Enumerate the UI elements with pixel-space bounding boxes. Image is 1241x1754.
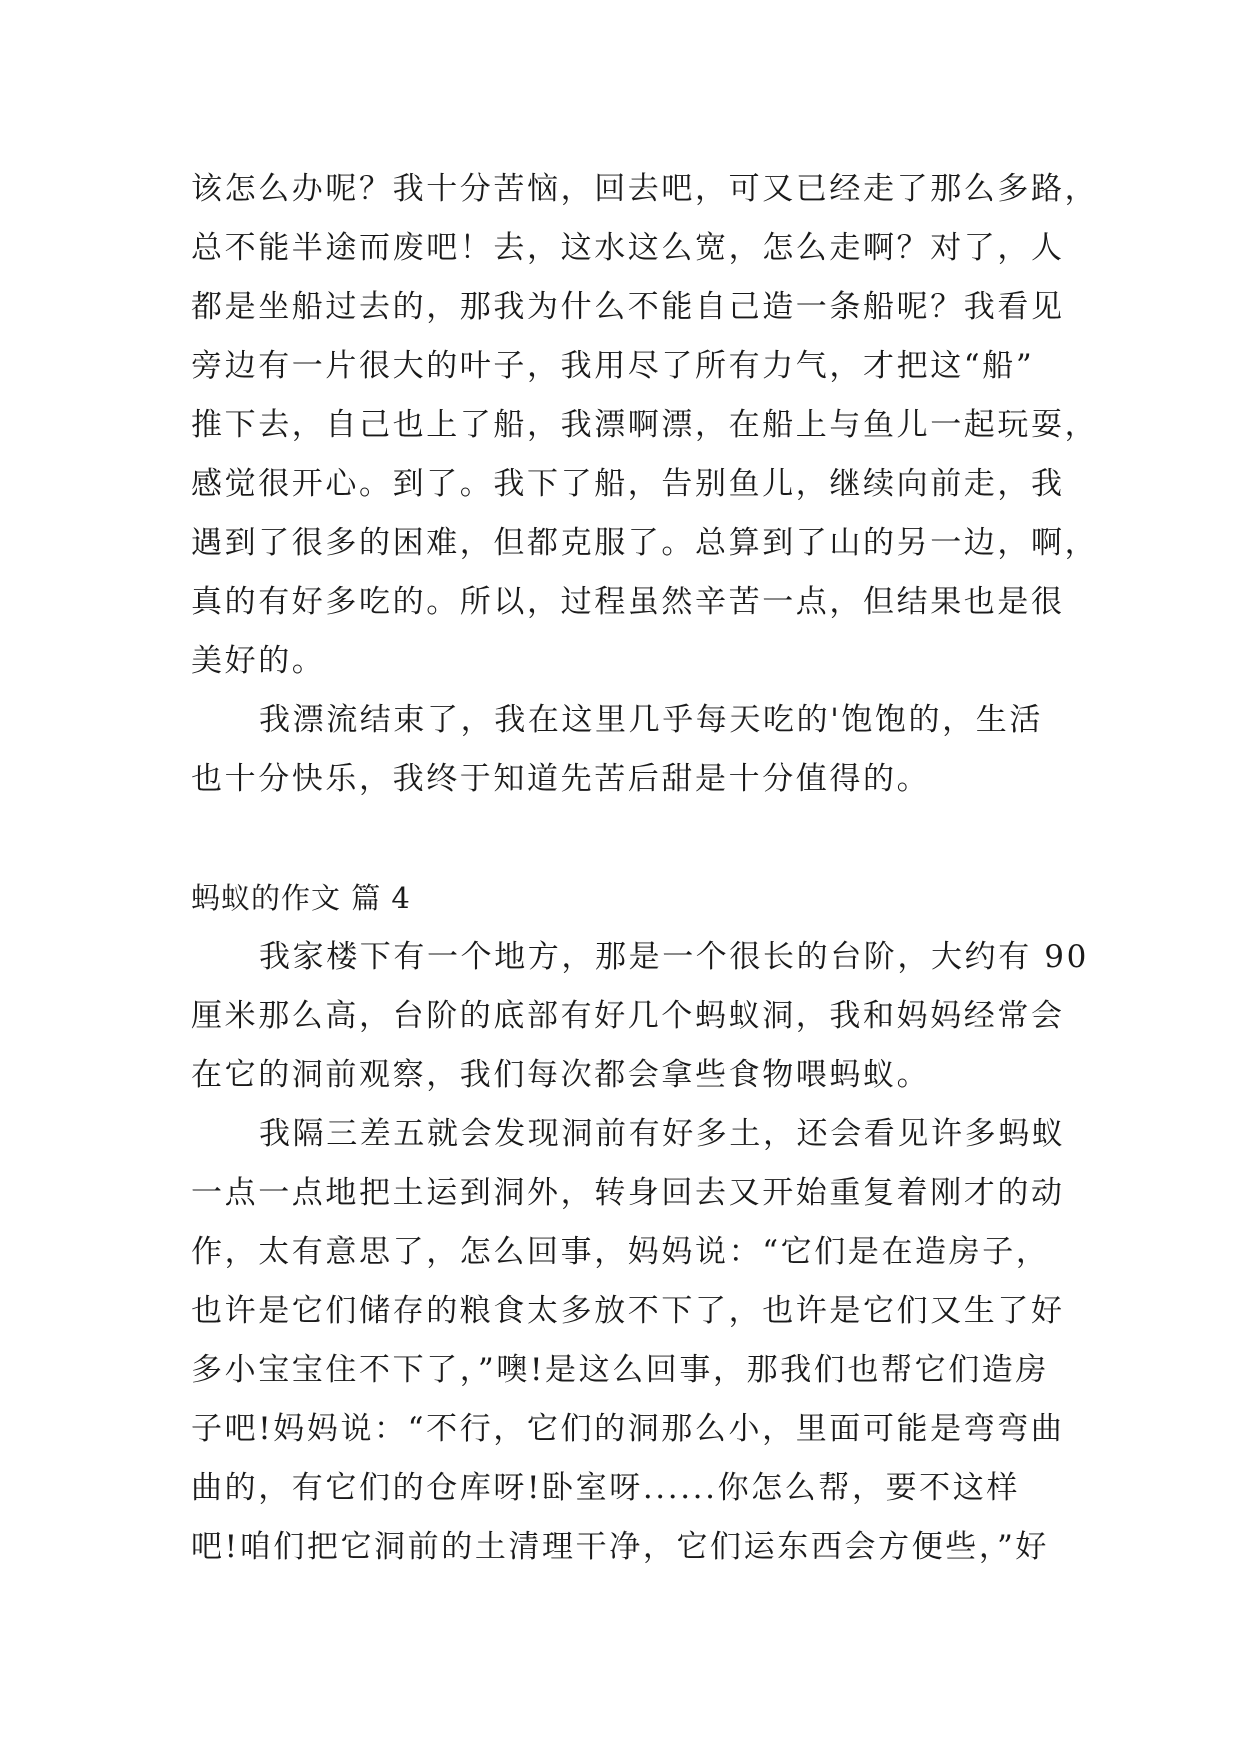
text-line: 该怎么办呢？我十分苦恼，回去吧，可又已经走了那么多路，	[191, 171, 1099, 207]
paragraph-conclusion	[191, 691, 1055, 809]
text-line: 曲的，有它们的仓库呀!卧室呀......你怎么帮，要不这样	[191, 1470, 1020, 1506]
text-line: 也十分快乐，我终于知道先苦后甜是十分值得的。	[191, 761, 931, 797]
paragraph-continued	[191, 160, 1099, 691]
text-line: 感觉很开心。到了。我下了船，告别鱼儿，继续向前走，我	[191, 466, 1065, 502]
text-line: 厘米那么高，台阶的底部有好几个蚂蚁洞，我和妈妈经常会	[191, 998, 1065, 1034]
section-spacer	[191, 809, 1055, 869]
paragraph-intro	[191, 928, 1089, 1105]
paragraph-body	[191, 1105, 1066, 1577]
text-line: 遇到了很多的困难，但都克服了。总算到了山的另一边，啊，	[191, 525, 1099, 561]
text-line: 在它的洞前观察，我们每次都会拿些食物喂蚂蚁。	[191, 1057, 931, 1093]
text-line: 真的有好多吃的。所以，过程虽然辛苦一点，但结果也是很	[191, 584, 1065, 620]
text-line: 我隔三差五就会发现洞前有好多土，还会看见许多蚂蚁	[259, 1116, 1066, 1152]
text-line: 我家楼下有一个地方，那是一个很长的台阶，大约有 90	[259, 939, 1089, 975]
text-line: 一点一点地把土运到洞外，转身回去又开始重复着刚才的动	[191, 1175, 1065, 1211]
text-line: 子吧!妈妈说：“不行，它们的洞那么小，里面可能是弯弯曲	[191, 1411, 1065, 1447]
text-line: 推下去，自己也上了船，我漂啊漂，在船上与鱼儿一起玩耍，	[191, 407, 1099, 443]
text-line: 都是坐船过去的，那我为什么不能自己造一条船呢？我看见	[191, 289, 1065, 325]
text-line: 我漂流结束了，我在这里几乎每天吃的'饱饱的，生活	[259, 702, 1043, 738]
text-line: 也许是它们储存的粮食太多放不下了，也许是它们又生了好	[191, 1293, 1065, 1329]
text-line: 旁边有一片很大的叶子，我用尽了所有力气，才把这“船”	[191, 348, 1035, 384]
text-line: 美好的。	[191, 643, 326, 679]
document-page	[191, 160, 1099, 1577]
text-line: 总不能半途而废吧！去，这水这么宽，怎么走啊？对了，人	[191, 230, 1065, 266]
text-line: 多小宝宝住不下了，”噢!是这么回事，那我们也帮它们造房	[191, 1352, 1050, 1388]
text-line: 作，太有意思了，怎么回事，妈妈说：“它们是在造房子，	[191, 1234, 1050, 1270]
section-heading: 蚂蚁的作文 篇 4	[191, 881, 411, 915]
text-line: 吧!咱们把它洞前的土清理干净，它们运东西会方便些，”好	[191, 1529, 1050, 1565]
